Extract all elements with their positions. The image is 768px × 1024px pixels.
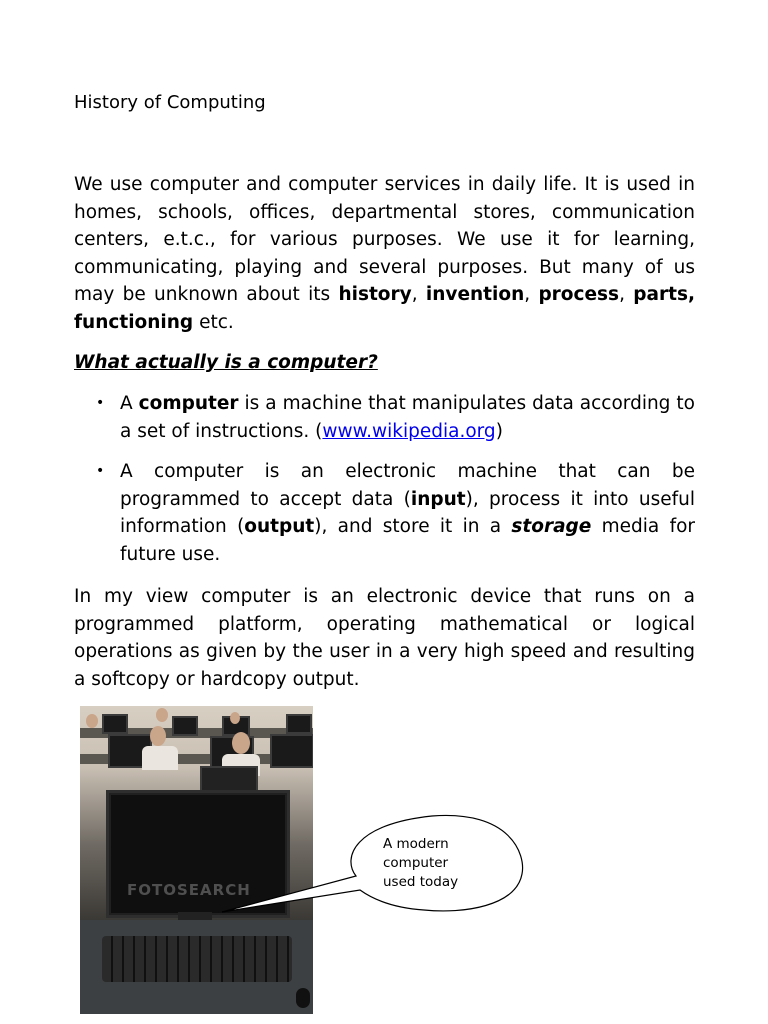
text: ), and store it in a (314, 516, 512, 538)
student-body (142, 746, 178, 770)
text: A computer is an electronic machine that can be programmed to accept data ( (120, 461, 695, 510)
student-head (230, 712, 240, 724)
bullet-icon: • (96, 395, 105, 411)
text: is a machine that manipulates data according to a set of instructions. ( (120, 393, 695, 442)
watermark-text: FOTOSEARCH (127, 881, 251, 899)
section-heading: What actually is a computer? (74, 352, 378, 373)
text: ), process it into useful information ( (120, 488, 696, 538)
separator: , (619, 284, 634, 306)
keyword-input: input (410, 488, 466, 510)
keyword-computer: computer (138, 393, 239, 414)
background-monitor (172, 716, 198, 736)
keyword-parts-functioning: parts, functioning (74, 284, 695, 333)
student-head (232, 732, 250, 754)
keyword-process: process (538, 284, 620, 306)
mouse (296, 988, 310, 1008)
document-title: History of Computing (74, 92, 266, 113)
text: media for future use. (120, 516, 696, 565)
keyword-output: output (244, 516, 315, 538)
keyboard (102, 936, 292, 982)
student-head (86, 714, 98, 728)
text: A (120, 393, 139, 414)
student-head (150, 726, 166, 746)
background-monitor (286, 714, 312, 734)
list-item (74, 458, 695, 568)
intro-paragraph (74, 171, 695, 337)
wikipedia-link[interactable]: www.wikipedia.org (322, 420, 496, 442)
list-item (74, 390, 695, 445)
callout-line: A modern (383, 836, 449, 852)
intro-tail: etc. (193, 311, 234, 333)
definition-list (74, 390, 695, 582)
keyword-history: history (338, 284, 412, 306)
intro-text: We use computer and computer services in daily life. It is used in homes, schools, offices, departmental stores, communication centers, e.t.c., for various purposes. We use it for learning, communicating, playing and several purposes. But many of us may be unknown about its (74, 174, 695, 306)
callout-line: used today (383, 874, 459, 890)
background-monitor (270, 734, 313, 768)
bullet-icon: • (96, 463, 105, 480)
background-monitor (200, 766, 258, 792)
callout-line: computer (383, 855, 449, 871)
callout-text (383, 835, 493, 892)
background-monitor (102, 714, 128, 734)
keyword-storage: storage (511, 516, 592, 538)
text: ) (495, 420, 503, 442)
view-paragraph: In my view computer is an electronic device that runs on a programmed platform, operating mathematical or logical operations as given by the user in a very high speed and resulting a softcopy or hardcopy output. (74, 586, 695, 690)
separator: , (524, 284, 539, 306)
separator: , (411, 284, 426, 306)
keyword-invention: invention (425, 284, 525, 306)
student-head (156, 708, 168, 722)
